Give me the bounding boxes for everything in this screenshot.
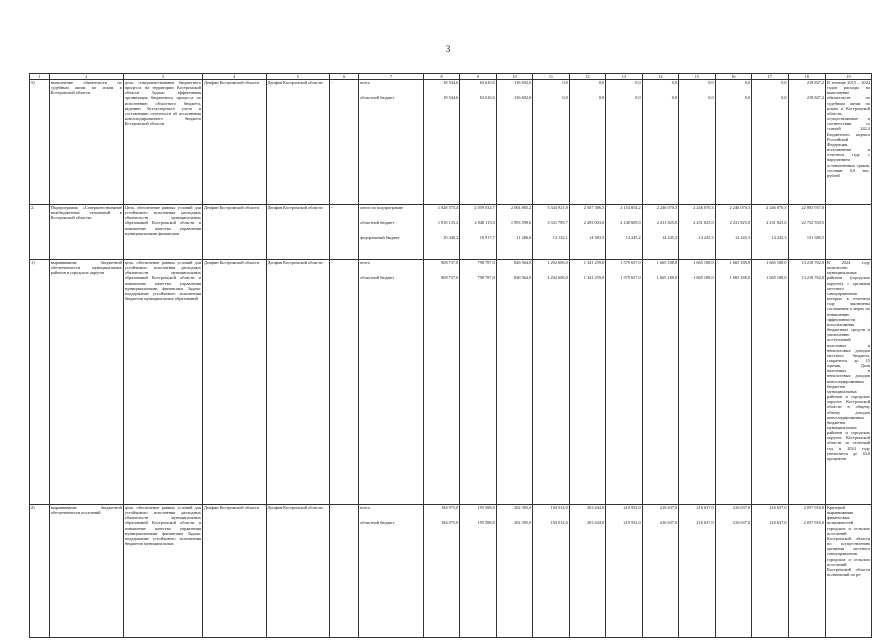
row-coexecutor: Депфин Костромской области <box>266 505 330 638</box>
value: 136 692,6 <box>514 80 532 85</box>
row-result: В течение 2015 – 2024 годов расходы на выполнение обязательств по судебным актам по искам к Костромской области, осуществляемые в соответствии со статьей 242.2 Бюджетного кодекса Российской Федерации, исполненные в отчетном году с нарушением установленных сроков, составят 0,0 тыс. рублей <box>826 80 872 205</box>
column-number: 11 <box>533 74 569 80</box>
value: 0,0 <box>781 95 787 100</box>
value: 0,0 <box>635 80 641 85</box>
value-cell <box>752 260 788 505</box>
value: 798 787,0 <box>477 275 495 280</box>
value: 203 444,0 <box>587 520 605 525</box>
value-cell <box>642 205 678 260</box>
value: 216 637,0 <box>659 520 678 525</box>
value: 195 588,0 <box>477 505 495 510</box>
value: 0,0 <box>562 95 568 100</box>
value: 2 246 070,3 <box>766 205 787 210</box>
value: 808 737,0 <box>441 260 459 265</box>
value: 10 917,7 <box>479 235 495 240</box>
value-cell <box>788 205 826 260</box>
value-cell <box>423 205 459 260</box>
value: 218 847,2 <box>806 95 825 100</box>
value-cell <box>496 505 532 638</box>
value: 1 665 188,0 <box>656 260 678 265</box>
value: 202 395,0 <box>514 520 532 525</box>
value: 216 637,0 <box>696 505 714 510</box>
value: 2 246 070,3 <box>729 205 751 210</box>
value-cell <box>788 260 826 505</box>
value-cell <box>460 80 496 205</box>
value-cell <box>642 80 678 205</box>
value-cell <box>496 260 532 505</box>
value-cell <box>715 505 751 638</box>
row-sources <box>359 80 424 205</box>
value: 22 883 937,0 <box>801 205 825 210</box>
value: 13 132,1 <box>552 235 568 240</box>
column-number: 4 <box>202 74 266 80</box>
row-result <box>826 205 872 260</box>
value-cell <box>752 80 788 205</box>
value: 184 975,0 <box>441 505 459 510</box>
value: 203 444,0 <box>587 505 605 510</box>
column-number: 3 <box>123 74 202 80</box>
value: 216 637,0 <box>732 520 751 525</box>
value-cell <box>423 260 459 505</box>
page-number: 3 <box>445 44 451 54</box>
value: 0,0 <box>781 80 787 85</box>
value-cell <box>569 80 605 205</box>
value: 18 544,6 <box>443 95 459 100</box>
value: 63 610,0 <box>479 80 495 85</box>
row-executor: Депфин Костромской области <box>202 260 266 505</box>
row-number: 5) <box>30 80 50 205</box>
value: 195 588,0 <box>477 520 495 525</box>
value-cell <box>679 260 715 505</box>
row-name: выполнение обязательств по судебным актам по искам к Костромской области <box>49 80 123 205</box>
value: 2 246 070,3 <box>693 205 714 210</box>
value-cell <box>606 80 642 205</box>
funding-source: всего <box>360 505 370 510</box>
value: 216 637,0 <box>769 505 787 510</box>
funding-source: областной бюджет <box>360 220 395 225</box>
value: 2 057 916,0 <box>803 505 825 510</box>
value: 1 579 657,0 <box>620 260 641 265</box>
column-number: 18 <box>788 74 826 80</box>
value-cell <box>533 505 569 638</box>
funding-source: областной бюджет <box>360 520 395 525</box>
value-cell <box>606 205 642 260</box>
value: 0,0 <box>744 95 751 100</box>
value: 0,0 <box>744 80 751 85</box>
value-cell <box>423 505 459 638</box>
value: 1 665 188,0 <box>656 275 678 280</box>
value: 194 014,0 <box>550 505 568 510</box>
row-name: выравнивание бюджетной обеспеченности поселений <box>49 505 123 638</box>
row-col6: - <box>330 80 359 205</box>
value: 22 752 550,5 <box>801 220 825 225</box>
value: 1 665 188,0 <box>766 275 787 280</box>
value-cell <box>715 260 751 505</box>
value-cell <box>752 205 788 260</box>
value: 210 952,0 <box>623 505 641 510</box>
value-cell <box>496 80 532 205</box>
value: 1 828 575,4 <box>437 205 459 210</box>
value: 13 218 762,0 <box>801 260 825 265</box>
value: 63 610,0 <box>479 95 495 100</box>
table-row <box>30 205 872 260</box>
value: 0,0 <box>562 80 568 85</box>
value: 11 286,6 <box>516 235 532 240</box>
column-number: 19 <box>826 74 872 80</box>
value: 1 341 259,0 <box>583 275 605 280</box>
value-cell <box>642 505 678 638</box>
row-goal: цель: обеспечение равных условий для устойчивого исполнения расходных обязательств муниципальных образований Костромской области и повышение качества управления муниципальными финансами Задача: поддержание устойчивого исполнения бюджетов муниципальных образований <box>123 260 202 505</box>
value-cell <box>569 260 605 505</box>
value: 1 665 188,0 <box>729 260 751 265</box>
column-number: 16 <box>715 74 751 80</box>
row-number: 2) <box>30 505 50 638</box>
value: 2 059 032,7 <box>474 205 495 210</box>
value-cell <box>715 205 751 260</box>
column-number: 6 <box>330 74 359 80</box>
column-number: 8 <box>423 74 459 80</box>
value: 0,0 <box>598 95 605 100</box>
row-executor: Депфин Костромской области <box>202 205 266 260</box>
value-cell <box>788 505 826 638</box>
value: 14 245,3 <box>662 235 678 240</box>
value: 2 231 825,0 <box>656 220 678 225</box>
value-cell <box>460 260 496 505</box>
value: 1 202 606,0 <box>547 260 568 265</box>
row-sources <box>359 260 424 505</box>
funding-source: всего <box>360 260 370 265</box>
value-cell <box>569 505 605 638</box>
value: 216 637,0 <box>659 505 678 510</box>
funding-source: всего <box>360 80 370 85</box>
value-cell <box>788 80 826 205</box>
value: 3 331 789,7 <box>547 220 568 225</box>
value-cell <box>679 505 715 638</box>
row-name: выравнивание бюджетной обеспеченности муниципальных районов и городских округов <box>49 260 123 505</box>
row-name: Подпрограмма «Совершенствование межбюджетных отношений в Костромской области» <box>49 205 123 260</box>
value: 14 245,3 <box>698 235 714 240</box>
value-cell <box>533 260 569 505</box>
value: 131 386,5 <box>806 235 825 240</box>
value-cell <box>533 80 569 205</box>
column-number: 12 <box>569 74 605 80</box>
funding-source: федеральный бюджет <box>360 235 400 240</box>
value: 2 154 854,2 <box>620 205 641 210</box>
value: 1 202 606,0 <box>547 275 568 280</box>
value: 194 014,0 <box>550 520 568 525</box>
value: 2 140 609,0 <box>620 220 641 225</box>
value: 2 493 003,0 <box>583 220 605 225</box>
value: 0,0 <box>671 80 678 85</box>
value: 2 231 825,0 <box>766 220 787 225</box>
value-cell <box>496 205 532 260</box>
value: 1 818 135,2 <box>437 220 459 225</box>
value-cell <box>569 205 605 260</box>
column-number: 7 <box>359 74 424 80</box>
value-cell <box>679 205 715 260</box>
value: 1 993 598,6 <box>510 220 532 225</box>
value: 798 787,0 <box>477 260 495 265</box>
value: 3 344 921,8 <box>547 205 568 210</box>
column-number: 13 <box>606 74 642 80</box>
row-coexecutor: Депфин Костромской области <box>266 260 330 505</box>
value-cell <box>460 505 496 638</box>
row-col6: - <box>330 205 359 260</box>
value: 1 665 188,0 <box>729 275 751 280</box>
value: 2 507 386,5 <box>583 205 605 210</box>
funding-source: областной бюджет <box>360 95 395 100</box>
table-row <box>30 260 872 505</box>
value: 1 665 188,0 <box>693 260 714 265</box>
row-sources <box>359 505 424 638</box>
value: 808 737,0 <box>441 275 459 280</box>
value: 136 692,6 <box>514 95 532 100</box>
column-number: 9 <box>460 74 496 80</box>
value-cell <box>423 80 459 205</box>
value: 2 231 825,0 <box>693 220 714 225</box>
value: 216 637,0 <box>769 520 787 525</box>
value-cell <box>715 80 751 205</box>
value: 2 057 916,0 <box>803 520 825 525</box>
value: 0,0 <box>708 80 714 85</box>
row-coexecutor: Депфин Костромской области <box>266 80 330 205</box>
row-col6: - <box>330 260 359 505</box>
row-goal: цель: обеспечение равных условий для устойчивого исполнения расходных обязательств муниципальных образований Костромской области и повышение качества управления муниципальными финансами Задача: поддержание устойчивого исполнения бюджетов муниципальных <box>123 505 202 638</box>
funding-source: областной бюджет <box>360 275 395 280</box>
row-result: Критерий выравнивания финансовых возможностей городских и сельских поселений Костромской области по осуществлению органами местного самоуправления городских и сельских поселений Костромской области полномочий по ре- <box>826 505 872 638</box>
value: 14 245,3 <box>771 235 787 240</box>
value: 0,0 <box>708 95 714 100</box>
value: 1 665 188,0 <box>693 275 714 280</box>
value: 1 341 259,0 <box>583 260 605 265</box>
value: 184 975,0 <box>441 520 459 525</box>
row-executor: Депфин Костромской области <box>202 505 266 638</box>
value-cell <box>752 505 788 638</box>
column-number: 15 <box>679 74 715 80</box>
value: 210 952,0 <box>623 520 641 525</box>
row-executor: Депфин Костромской области <box>202 80 266 205</box>
row-number: 2. <box>30 205 50 260</box>
row-result: В 2024 году количество муниципальных районов (городских округов), с органами местного самоуправления которых в отчетном году заключены соглашения о мерах по повышению эффективности использования бюджетных средств и увеличению поступлений налоговых и неналоговых доходов местного бюджета, сократится до 15 единиц. Доля налоговых и неналоговых доходов консолидированных бюджетов муниципальных районов и городских округов Костромской области в общему объему доходов консолидированных бюджетов муниципальных районов и городских округов Костромской области за отчетный год в 2024 году увеличится до 44,0 процентов <box>826 260 872 505</box>
column-number: 5 <box>266 74 330 80</box>
value: 1 579 657,0 <box>620 275 641 280</box>
value-cell <box>679 80 715 205</box>
row-sources <box>359 205 424 260</box>
table-row <box>30 505 872 638</box>
value: 14 383,5 <box>589 235 605 240</box>
row-goal: цель: совершенствование бюджетного процесса на территории Костромской области Задача: эффективная организация бюджетного процесса по исполнению областного бюджета, ведению бухгалтерского учета и составлению отчетности об исполнении консолидированного бюджета Костромской области <box>123 80 202 205</box>
value: 14 245,3 <box>735 235 751 240</box>
value: 218 847,2 <box>806 80 825 85</box>
value: 13 218 762,0 <box>801 275 825 280</box>
value: 0,0 <box>635 95 641 100</box>
value: 202 395,0 <box>514 505 532 510</box>
row-goal: Цель: обеспечение равных условий для устойчивого исполнения расходных обязательств муниципальных образований Костромской области и повышение качества управления муниципальными финансами <box>123 205 202 260</box>
value: 0,0 <box>598 80 605 85</box>
row-col6: - <box>330 505 359 638</box>
value-cell <box>642 260 678 505</box>
funding-source: итого по подпрограмме <box>360 205 404 210</box>
column-number: 1 <box>30 74 50 80</box>
value: 0,0 <box>671 95 678 100</box>
value: 826 964,0 <box>514 275 532 280</box>
value: 216 637,0 <box>696 520 714 525</box>
value: 2 004 885,2 <box>510 205 532 210</box>
column-number: 17 <box>752 74 788 80</box>
value-cell <box>606 260 642 505</box>
value: 18 544,6 <box>443 80 459 85</box>
value: 216 637,0 <box>732 505 751 510</box>
row-number: 1) <box>30 260 50 505</box>
table-row <box>30 80 872 205</box>
value: 2 048 115,0 <box>474 220 495 225</box>
value: 1 665 188,0 <box>766 260 787 265</box>
value: 2 231 825,0 <box>729 220 751 225</box>
column-number: 14 <box>642 74 678 80</box>
column-number: 2 <box>49 74 123 80</box>
row-coexecutor: Депфин Костромской области <box>266 205 330 260</box>
program-table <box>29 73 872 638</box>
value-cell <box>606 505 642 638</box>
value-cell <box>533 205 569 260</box>
column-number: 10 <box>496 74 532 80</box>
value: 14 245,2 <box>625 235 641 240</box>
value-cell <box>460 205 496 260</box>
value: 10 440,2 <box>443 235 459 240</box>
value: 2 246 070,3 <box>656 205 678 210</box>
value: 826 964,0 <box>514 260 532 265</box>
